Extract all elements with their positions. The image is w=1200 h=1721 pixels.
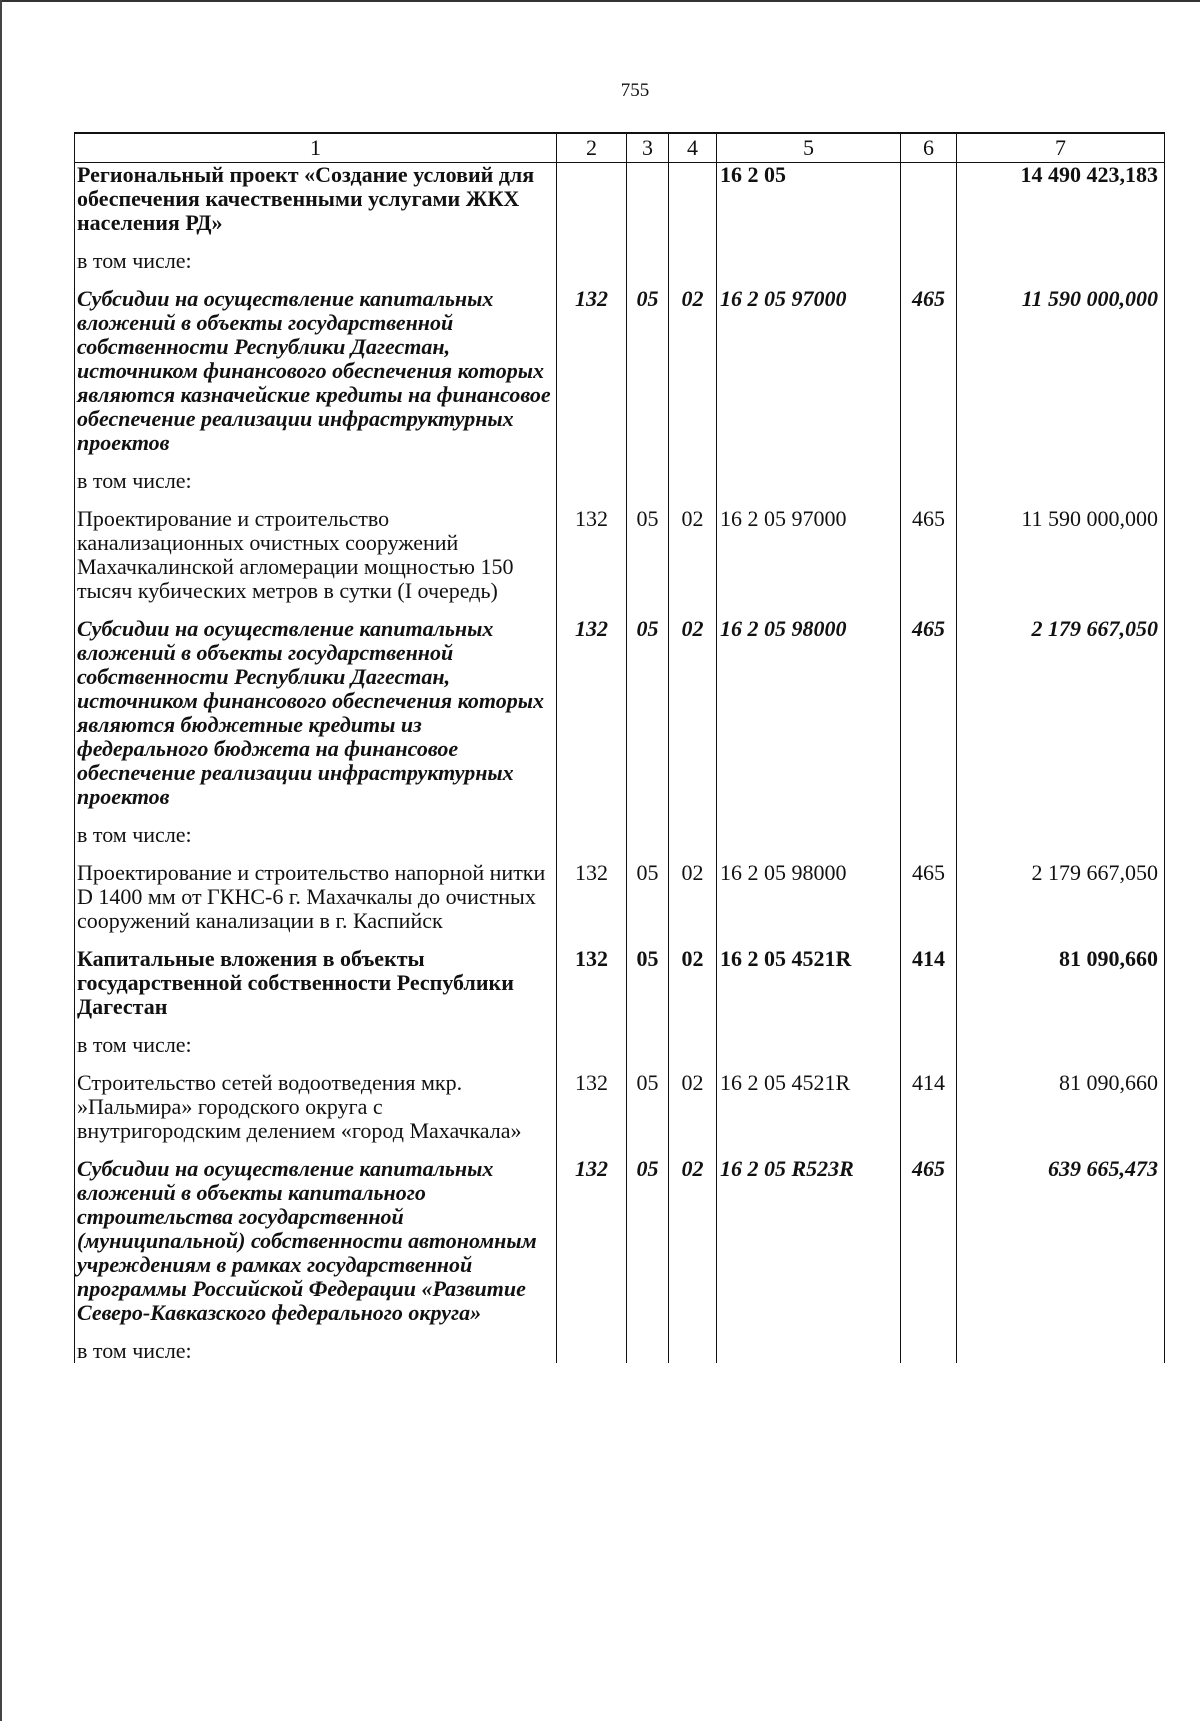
spacer-cell	[75, 809, 557, 823]
row-amount	[957, 1339, 1165, 1363]
scan-edge-left	[0, 0, 2, 1721]
spacer-cell	[627, 1019, 669, 1033]
row-name: Субсидии на осуществление капитальных вложений в объекты капитального строительства государственной (муниципальной) собственности автономным учреждениям в рамках государственной программы Российской Федерации «Развитие Северо-Кавказского федерального округа»	[75, 1157, 557, 1325]
spacer-cell	[557, 1325, 627, 1339]
row-section-code	[627, 1033, 669, 1057]
spacer-cell	[669, 493, 717, 507]
row-subsection-code: 02	[669, 1157, 717, 1325]
spacer-cell	[557, 493, 627, 507]
budget-table	[74, 132, 1165, 1363]
row-expense-type	[901, 249, 957, 273]
spacer-cell	[557, 933, 627, 947]
spacer-cell	[627, 455, 669, 469]
spacer-cell	[901, 493, 957, 507]
column-header: 4	[669, 133, 717, 163]
row-subsection-code: 02	[669, 861, 717, 933]
spacer-cell	[717, 847, 901, 861]
spacer-cell	[717, 235, 901, 249]
row-name: Строительство сетей водоотведения мкр. »Пальмира» городского округа с внутригородским делением «город Махачкала»	[75, 1071, 557, 1143]
page-number: 755	[620, 80, 650, 101]
row-spacer	[75, 1019, 1165, 1033]
row-spacer	[75, 1057, 1165, 1071]
table-body	[75, 163, 1165, 1364]
spacer-cell	[901, 809, 957, 823]
row-amount	[957, 469, 1165, 493]
row-section-code	[627, 163, 669, 236]
spacer-cell	[75, 455, 557, 469]
spacer-cell	[901, 1143, 957, 1157]
table-row	[75, 947, 1165, 1019]
row-amount	[957, 1033, 1165, 1057]
spacer-cell	[957, 603, 1165, 617]
spacer-cell	[717, 1325, 901, 1339]
row-expense-type: 465	[901, 287, 957, 455]
spacer-cell	[717, 455, 901, 469]
table-row	[75, 1033, 1165, 1057]
row-spacer	[75, 933, 1165, 947]
spacer-cell	[627, 273, 669, 287]
spacer-cell	[901, 1325, 957, 1339]
spacer-cell	[957, 235, 1165, 249]
row-target-article: 16 2 05 97000	[717, 507, 901, 603]
row-name: в том числе:	[75, 823, 557, 847]
spacer-cell	[901, 1057, 957, 1071]
spacer-cell	[669, 1143, 717, 1157]
row-target-article: 16 2 05 97000	[717, 287, 901, 455]
table-row	[75, 287, 1165, 455]
spacer-cell	[901, 273, 957, 287]
spacer-cell	[669, 809, 717, 823]
spacer-cell	[557, 809, 627, 823]
spacer-cell	[669, 847, 717, 861]
row-section-code: 05	[627, 287, 669, 455]
spacer-cell	[957, 1143, 1165, 1157]
spacer-cell	[557, 603, 627, 617]
spacer-cell	[957, 493, 1165, 507]
row-ministry-code: 132	[557, 287, 627, 455]
row-name: Проектирование и строительство канализационных очистных сооружений Махачкалинской агломерации мощностью 150 тысяч кубических метров в сутки (I очередь)	[75, 507, 557, 603]
spacer-cell	[627, 809, 669, 823]
spacer-cell	[669, 933, 717, 947]
spacer-cell	[957, 273, 1165, 287]
spacer-cell	[669, 1019, 717, 1033]
row-ministry-code	[557, 823, 627, 847]
row-amount	[957, 823, 1165, 847]
spacer-cell	[957, 847, 1165, 861]
row-target-article: 16 2 05 98000	[717, 617, 901, 809]
spacer-cell	[627, 1143, 669, 1157]
row-spacer	[75, 809, 1165, 823]
spacer-cell	[75, 1019, 557, 1033]
row-name: Проектирование и строительство напорной нитки D 1400 мм от ГКНС-6 г. Махачкалы до очистных сооружений канализации в г. Каспийск	[75, 861, 557, 933]
spacer-cell	[557, 1019, 627, 1033]
column-header: 6	[901, 133, 957, 163]
spacer-cell	[717, 1019, 901, 1033]
row-expense-type: 414	[901, 1071, 957, 1143]
spacer-cell	[557, 1143, 627, 1157]
row-expense-type: 414	[901, 947, 957, 1019]
spacer-cell	[627, 1325, 669, 1339]
row-target-article	[717, 1339, 901, 1363]
row-amount: 81 090,660	[957, 1071, 1165, 1143]
row-target-article	[717, 469, 901, 493]
spacer-cell	[717, 1143, 901, 1157]
row-ministry-code: 132	[557, 617, 627, 809]
column-header: 5	[717, 133, 901, 163]
row-amount: 2 179 667,050	[957, 861, 1165, 933]
row-target-article: 16 2 05 R523R	[717, 1157, 901, 1325]
spacer-cell	[957, 1019, 1165, 1033]
spacer-cell	[901, 455, 957, 469]
spacer-cell	[75, 493, 557, 507]
row-amount: 14 490 423,183	[957, 163, 1165, 236]
spacer-cell	[669, 273, 717, 287]
spacer-cell	[557, 455, 627, 469]
spacer-cell	[957, 455, 1165, 469]
table-row	[75, 1339, 1165, 1363]
row-expense-type	[901, 1033, 957, 1057]
row-section-code: 05	[627, 507, 669, 603]
row-subsection-code: 02	[669, 287, 717, 455]
row-ministry-code: 132	[557, 947, 627, 1019]
row-expense-type: 465	[901, 861, 957, 933]
row-section-code: 05	[627, 947, 669, 1019]
row-amount	[957, 249, 1165, 273]
row-ministry-code: 132	[557, 861, 627, 933]
row-expense-type: 465	[901, 617, 957, 809]
spacer-cell	[627, 1057, 669, 1071]
row-spacer	[75, 493, 1165, 507]
row-spacer	[75, 455, 1165, 469]
row-subsection-code: 02	[669, 947, 717, 1019]
table-row	[75, 1071, 1165, 1143]
row-ministry-code	[557, 1033, 627, 1057]
row-target-article	[717, 249, 901, 273]
table-row	[75, 617, 1165, 809]
spacer-cell	[627, 933, 669, 947]
row-subsection-code	[669, 469, 717, 493]
row-amount: 2 179 667,050	[957, 617, 1165, 809]
row-section-code: 05	[627, 617, 669, 809]
row-ministry-code	[557, 163, 627, 236]
row-subsection-code: 02	[669, 1071, 717, 1143]
row-subsection-code	[669, 823, 717, 847]
row-name: Капитальные вложения в объекты государственной собственности Республики Дагестан	[75, 947, 557, 1019]
row-expense-type	[901, 163, 957, 236]
table-row	[75, 507, 1165, 603]
spacer-cell	[627, 603, 669, 617]
column-header: 3	[627, 133, 669, 163]
spacer-cell	[557, 1057, 627, 1071]
row-subsection-code: 02	[669, 617, 717, 809]
table-row	[75, 1157, 1165, 1325]
spacer-cell	[957, 933, 1165, 947]
spacer-cell	[669, 235, 717, 249]
table-row	[75, 163, 1165, 236]
spacer-cell	[901, 603, 957, 617]
spacer-cell	[957, 1325, 1165, 1339]
row-name: Региональный проект «Создание условий для обеспечения качественными услугами ЖКХ населения РД»	[75, 163, 557, 236]
spacer-cell	[75, 847, 557, 861]
table-row	[75, 823, 1165, 847]
row-expense-type	[901, 469, 957, 493]
spacer-cell	[717, 493, 901, 507]
spacer-cell	[627, 493, 669, 507]
spacer-cell	[557, 273, 627, 287]
spacer-cell	[75, 1143, 557, 1157]
spacer-cell	[957, 809, 1165, 823]
spacer-cell	[717, 809, 901, 823]
spacer-cell	[901, 933, 957, 947]
row-subsection-code	[669, 163, 717, 236]
row-section-code: 05	[627, 861, 669, 933]
table-row	[75, 249, 1165, 273]
row-name: в том числе:	[75, 1339, 557, 1363]
row-name: в том числе:	[75, 1033, 557, 1057]
row-expense-type	[901, 823, 957, 847]
table-header-row	[75, 133, 1165, 163]
row-section-code	[627, 1339, 669, 1363]
row-subsection-code	[669, 1339, 717, 1363]
row-spacer	[75, 603, 1165, 617]
row-subsection-code	[669, 1033, 717, 1057]
spacer-cell	[557, 847, 627, 861]
row-section-code	[627, 469, 669, 493]
spacer-cell	[669, 1057, 717, 1071]
spacer-cell	[75, 273, 557, 287]
row-ministry-code	[557, 1339, 627, 1363]
spacer-cell	[75, 1057, 557, 1071]
scan-edge-top	[0, 0, 1200, 2]
row-target-article: 16 2 05	[717, 163, 901, 236]
spacer-cell	[669, 455, 717, 469]
column-header: 2	[557, 133, 627, 163]
spacer-cell	[717, 603, 901, 617]
row-section-code	[627, 823, 669, 847]
row-name: в том числе:	[75, 249, 557, 273]
row-expense-type: 465	[901, 507, 957, 603]
row-amount: 639 665,473	[957, 1157, 1165, 1325]
row-ministry-code	[557, 469, 627, 493]
table-row	[75, 469, 1165, 493]
row-target-article	[717, 823, 901, 847]
spacer-cell	[669, 1325, 717, 1339]
row-amount: 11 590 000,000	[957, 287, 1165, 455]
row-spacer	[75, 273, 1165, 287]
row-name: Субсидии на осуществление капитальных вложений в объекты государственной собственности Республики Дагестан, источником финансового обеспечения которых являются казначейские кредиты на финансовое обеспечение реализации инфраструктурных проектов	[75, 287, 557, 455]
row-spacer	[75, 235, 1165, 249]
row-expense-type: 465	[901, 1157, 957, 1325]
spacer-cell	[717, 273, 901, 287]
column-header: 7	[957, 133, 1165, 163]
spacer-cell	[75, 1325, 557, 1339]
spacer-cell	[627, 847, 669, 861]
row-section-code: 05	[627, 1071, 669, 1143]
spacer-cell	[717, 1057, 901, 1071]
row-target-article: 16 2 05 4521R	[717, 947, 901, 1019]
spacer-cell	[901, 1019, 957, 1033]
row-ministry-code	[557, 249, 627, 273]
spacer-cell	[75, 235, 557, 249]
row-target-article: 16 2 05 98000	[717, 861, 901, 933]
row-name: Субсидии на осуществление капитальных вложений в объекты государственной собственности Республики Дагестан, источником финансового обеспечения которых являются бюджетные кредиты из федерального бюджета на финансовое обеспечение реализации инфраструктурных проектов	[75, 617, 557, 809]
spacer-cell	[957, 1057, 1165, 1071]
spacer-cell	[669, 603, 717, 617]
row-spacer	[75, 1143, 1165, 1157]
spacer-cell	[75, 933, 557, 947]
row-ministry-code: 132	[557, 507, 627, 603]
row-spacer	[75, 847, 1165, 861]
row-expense-type	[901, 1339, 957, 1363]
row-section-code	[627, 249, 669, 273]
table-row	[75, 861, 1165, 933]
spacer-cell	[627, 235, 669, 249]
spacer-cell	[75, 603, 557, 617]
spacer-cell	[901, 235, 957, 249]
row-amount: 81 090,660	[957, 947, 1165, 1019]
row-amount: 11 590 000,000	[957, 507, 1165, 603]
row-target-article	[717, 1033, 901, 1057]
row-subsection-code: 02	[669, 507, 717, 603]
spacer-cell	[557, 235, 627, 249]
column-header: 1	[75, 133, 557, 163]
spacer-cell	[901, 847, 957, 861]
row-section-code: 05	[627, 1157, 669, 1325]
spacer-cell	[717, 933, 901, 947]
row-target-article: 16 2 05 4521R	[717, 1071, 901, 1143]
row-subsection-code	[669, 249, 717, 273]
row-name: в том числе:	[75, 469, 557, 493]
row-ministry-code: 132	[557, 1157, 627, 1325]
row-spacer	[75, 1325, 1165, 1339]
row-ministry-code: 132	[557, 1071, 627, 1143]
